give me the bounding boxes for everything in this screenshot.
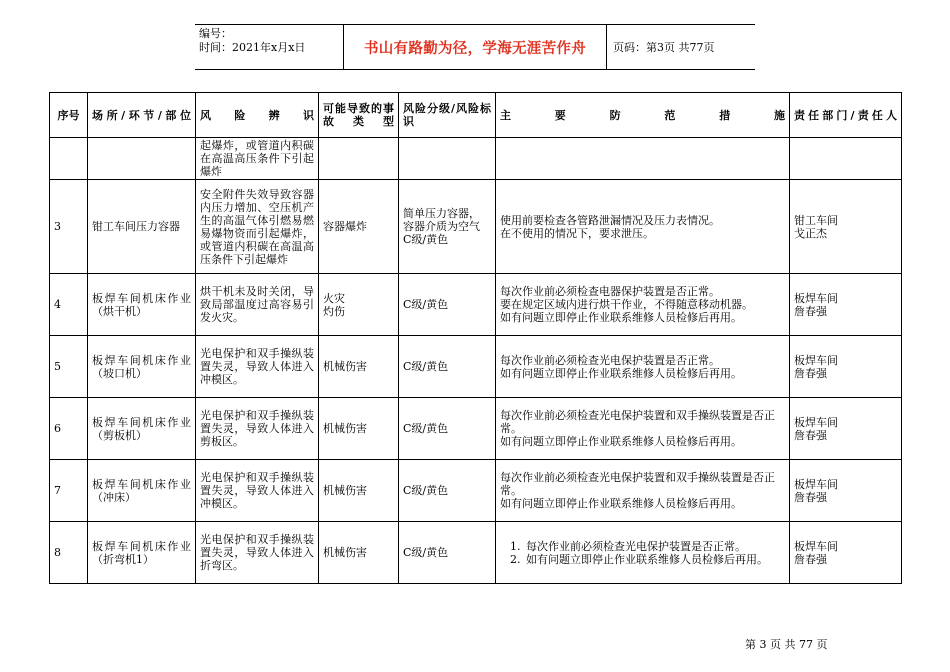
col-header-risk: 风险辨识: [196, 93, 319, 138]
cell-place: 板焊车间机床作业（坡口机）: [88, 336, 196, 398]
measure-line: 每次作业前必须检查光电保护装置是否正常。: [500, 353, 720, 367]
accident-line: 机械伤害: [323, 546, 367, 559]
cell-num: 5: [50, 336, 88, 398]
page-footer: 第 3 页 共 77 页: [745, 638, 828, 651]
accident-line: 火灾: [323, 291, 345, 305]
cell-place: 板焊车间机床作业（烘干机）: [88, 274, 196, 336]
doc-number-label: 编号：: [199, 27, 232, 40]
table-body: [50, 138, 902, 584]
cell-num: [50, 138, 88, 180]
level-line: C级/黄色: [403, 546, 449, 559]
cell-place: [88, 138, 196, 180]
header-slogan: 书山有路勤为径，学海无涯苦作舟: [343, 25, 607, 69]
responsible-line: 戈正杰: [794, 226, 827, 240]
responsible-line: 詹春强: [794, 490, 827, 504]
cell-measures: [496, 180, 790, 274]
cell-measures: [496, 522, 790, 584]
col-header-responsible: 责任部门/责任人: [790, 93, 902, 138]
cell-measures: [496, 336, 790, 398]
responsible-line: 板焊车间: [794, 477, 838, 491]
cell-measures: [496, 138, 790, 180]
cell-accident: [319, 336, 399, 398]
responsible-line: 板焊车间: [794, 539, 838, 553]
responsible-line: 詹春强: [794, 304, 827, 318]
cell-place: 板焊车间机床作业（折弯机1）: [88, 522, 196, 584]
col-header-level: 风险分级/风险标识: [399, 93, 496, 138]
measure-line: 使用前要检查各管路泄漏情况及压力表情况。: [500, 213, 720, 227]
cell-risk: 起爆炸，或管道内积碳在高温高压条件下引起爆炸: [196, 138, 319, 180]
cell-responsible: [790, 398, 902, 460]
cell-num: 8: [50, 522, 88, 584]
cell-responsible: [790, 138, 902, 180]
cell-measures: [496, 274, 790, 336]
cell-responsible: [790, 522, 902, 584]
measure-item: 2. 如有问题立即停止作业联系维修人员检修后再用。: [524, 553, 785, 566]
cell-measures: [496, 460, 790, 522]
level-line: C级/黄色: [403, 422, 449, 435]
table-row: [50, 460, 902, 522]
table-row: [50, 336, 902, 398]
cell-risk: 烘干机未及时关闭，导致局部温度过高容易引发火灾。: [196, 274, 319, 336]
accident-line: 机械伤害: [323, 484, 367, 497]
risk-table: [49, 92, 902, 584]
accident-line: 机械伤害: [323, 422, 367, 435]
table-row: [50, 138, 902, 180]
measures-list: [500, 540, 785, 566]
cell-risk: 安全附件失效导致容器内压力增加、空压机产生的高温气体引燃易燃易爆物资而引起爆炸，或管道内积碳在高温高压条件下引起爆炸: [196, 180, 319, 274]
cell-place: 板焊车间机床作业（冲床）: [88, 460, 196, 522]
col-header-measures: 主要防范措施: [496, 93, 790, 138]
cell-accident: [319, 460, 399, 522]
cell-level: [399, 274, 496, 336]
cell-accident: [319, 138, 399, 180]
doc-date-label: 时间：2021年x月x日: [199, 41, 306, 54]
cell-place: 钳工车间压力容器: [88, 180, 196, 274]
level-line: 简单压力容器，: [403, 207, 480, 220]
level-line: 容器介质为空气: [403, 220, 480, 233]
header-meta: [195, 25, 343, 69]
level-line: C级/黄色: [403, 233, 449, 246]
measure-line: 如有问题立即停止作业联系维修人员检修后再用。: [500, 366, 742, 380]
measure-line: 在不使用的情况下，要求泄压。: [500, 226, 654, 240]
table-row: [50, 274, 902, 336]
cell-accident: [319, 522, 399, 584]
cell-level: [399, 460, 496, 522]
measure-line: 每次作业前必须检查光电保护装置和双手操纵装置是否正常。: [500, 471, 775, 497]
accident-line: 机械伤害: [323, 360, 367, 373]
cell-accident: [319, 274, 399, 336]
cell-accident: [319, 398, 399, 460]
cell-risk: 光电保护和双手操纵装置失灵，导致人体进入冲模区。: [196, 336, 319, 398]
level-line: C级/黄色: [403, 484, 449, 497]
accident-line: 容器爆炸: [323, 220, 367, 233]
table-header-row: [50, 93, 902, 138]
measure-line: 如有问题立即停止作业联系维修人员检修后再用。: [500, 435, 742, 448]
cell-num: 3: [50, 180, 88, 274]
cell-level: [399, 138, 496, 180]
responsible-line: 詹春强: [794, 428, 827, 442]
col-header-place: 场所/环节/部位: [88, 93, 196, 138]
cell-level: [399, 180, 496, 274]
responsible-line: 钳工车间: [794, 213, 838, 227]
cell-accident: [319, 180, 399, 274]
measure-line: 每次作业前必须检查电器保护装置是否正常。: [500, 285, 720, 298]
level-line: C级/黄色: [403, 360, 449, 373]
cell-level: [399, 336, 496, 398]
responsible-line: 板焊车间: [794, 353, 838, 367]
table-row: [50, 180, 902, 274]
table-row: [50, 522, 902, 584]
cell-responsible: [790, 180, 902, 274]
header-page-label: 页码：第3页 共77页: [613, 41, 715, 54]
responsible-line: 詹春强: [794, 552, 827, 566]
cell-place: 板焊车间机床作业（剪板机）: [88, 398, 196, 460]
cell-responsible: [790, 460, 902, 522]
measure-line: 每次作业前必须检查光电保护装置和双手操纵装置是否正常。: [500, 409, 775, 435]
col-header-num: 序号: [50, 93, 88, 138]
cell-num: 7: [50, 460, 88, 522]
cell-responsible: [790, 336, 902, 398]
measure-line: 要在规定区域内进行烘干作业，不得随意移动机器。: [500, 298, 753, 311]
measure-item: 1. 每次作业前必须检查光电保护装置是否正常。: [524, 540, 785, 553]
responsible-line: 詹春强: [794, 366, 827, 380]
page-header: [195, 24, 755, 70]
responsible-line: 板焊车间: [794, 415, 838, 429]
cell-responsible: [790, 274, 902, 336]
cell-num: 6: [50, 398, 88, 460]
level-line: C级/黄色: [403, 298, 449, 311]
table-row: [50, 398, 902, 460]
measure-line: 如有问题立即停止作业联系维修人员检修后再用。: [500, 311, 742, 324]
col-header-accident: 可能导致的事故类型: [319, 93, 399, 138]
cell-risk: 光电保护和双手操纵装置失灵，导致人体进入冲模区。: [196, 460, 319, 522]
cell-risk: 光电保护和双手操纵装置失灵，导致人体进入剪板区。: [196, 398, 319, 460]
cell-risk: 光电保护和双手操纵装置失灵，导致人体进入折弯区。: [196, 522, 319, 584]
cell-measures: [496, 398, 790, 460]
measure-line: 如有问题立即停止作业联系维修人员检修后再用。: [500, 497, 742, 510]
accident-line: 灼伤: [323, 304, 345, 318]
responsible-line: 板焊车间: [794, 291, 838, 305]
cell-num: 4: [50, 274, 88, 336]
cell-level: [399, 398, 496, 460]
cell-level: [399, 522, 496, 584]
